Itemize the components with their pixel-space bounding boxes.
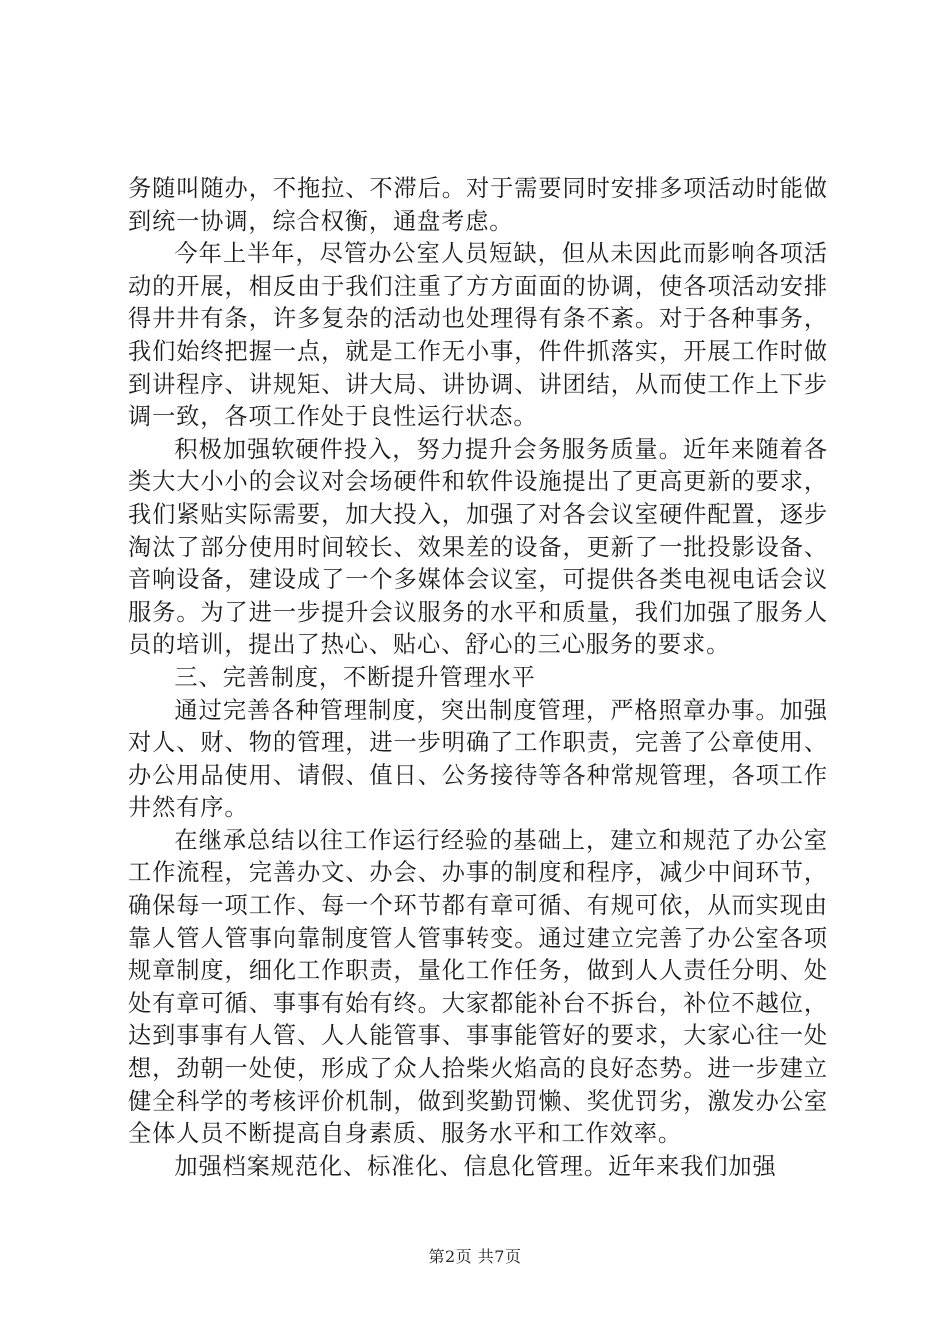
section-heading: 三、完善制度，不断提升管理水平 (174, 663, 536, 691)
paragraph: 通过完善各种管理制度，突出制度管理，严格照章办事。加强对人、财、物的管理，进一步明确了工作职责，完善了公章使用、办公用品使用、请假、值日、公务接待等各种常规管理，各项工作井然有序。 (128, 696, 828, 822)
page-number-footer: 第2页 共7页 (428, 1247, 522, 1266)
paragraph: 在继承总结以往工作运行经验的基础上，建立和规范了办公室工作流程，完善办文、办会、办事的制度和程序，减少中间环节，确保每一项工作、每一个环节都有章可循、有规可依，从而实现由靠人管人管事向靠制度管人管事转变。通过建立完善了办公室各项规章制度，细化工作职责，量化工作任务，做到人人责任分明、处处有章可循、事事有始有终。大家都能补台不拆台，补位不越位，达到事事有人管、人人能管事、事事能管好的要求，大家心往一处想，劲朝一处使，形成了众人拾柴火焰高的良好态势。进一步建立健全科学的考核评价机制，做到奖勤罚懒、奖优罚劣，激发办公室全体人员不断提高自身素质、服务水平和工作效率。 (128, 826, 828, 1148)
paragraph: 今年上半年，尽管办公室人员短缺，但从未因此而影响各项活动的开展，相反由于我们注重了方方面面的协调，使各项活动安排得井井有条，许多复杂的活动也处理得有条不紊。对于各种事务，我们始终把握一点，就是工作无小事，件件抓落实，开展工作时做到讲程序、讲规矩、讲大局、讲协调、讲团结，从而使工作上下步调一致，各项工作处于良性运行状态。 (128, 240, 828, 431)
paragraph: 加强档案规范化、标准化、信息化管理。近年来我们加强 (174, 1152, 777, 1180)
paragraph: 积极加强软硬件投入，努力提升会务服务质量。近年来随着各类大大小小的会议对会场硬件和软件设施提出了更高更新的要求，我们紧贴实际需要，加大投入，加强了对各会议室硬件配置，逐步淘汰了部分使用时间较长、效果差的设备，更新了一批投影设备、音响设备，建设成了一个多媒体会议室，可提供各类电视电话会议服务。为了进一步提升会议服务的水平和质量，我们加强了服务人员的培训，提出了热心、贴心、舒心的三心服务的要求。 (128, 435, 828, 659)
paragraph: 务随叫随办，不拖拉、不滞后。对于需要同时安排多项活动时能做到统一协调，综合权衡，通盘考虑。 (128, 175, 828, 235)
document-body (128, 173, 828, 1183)
